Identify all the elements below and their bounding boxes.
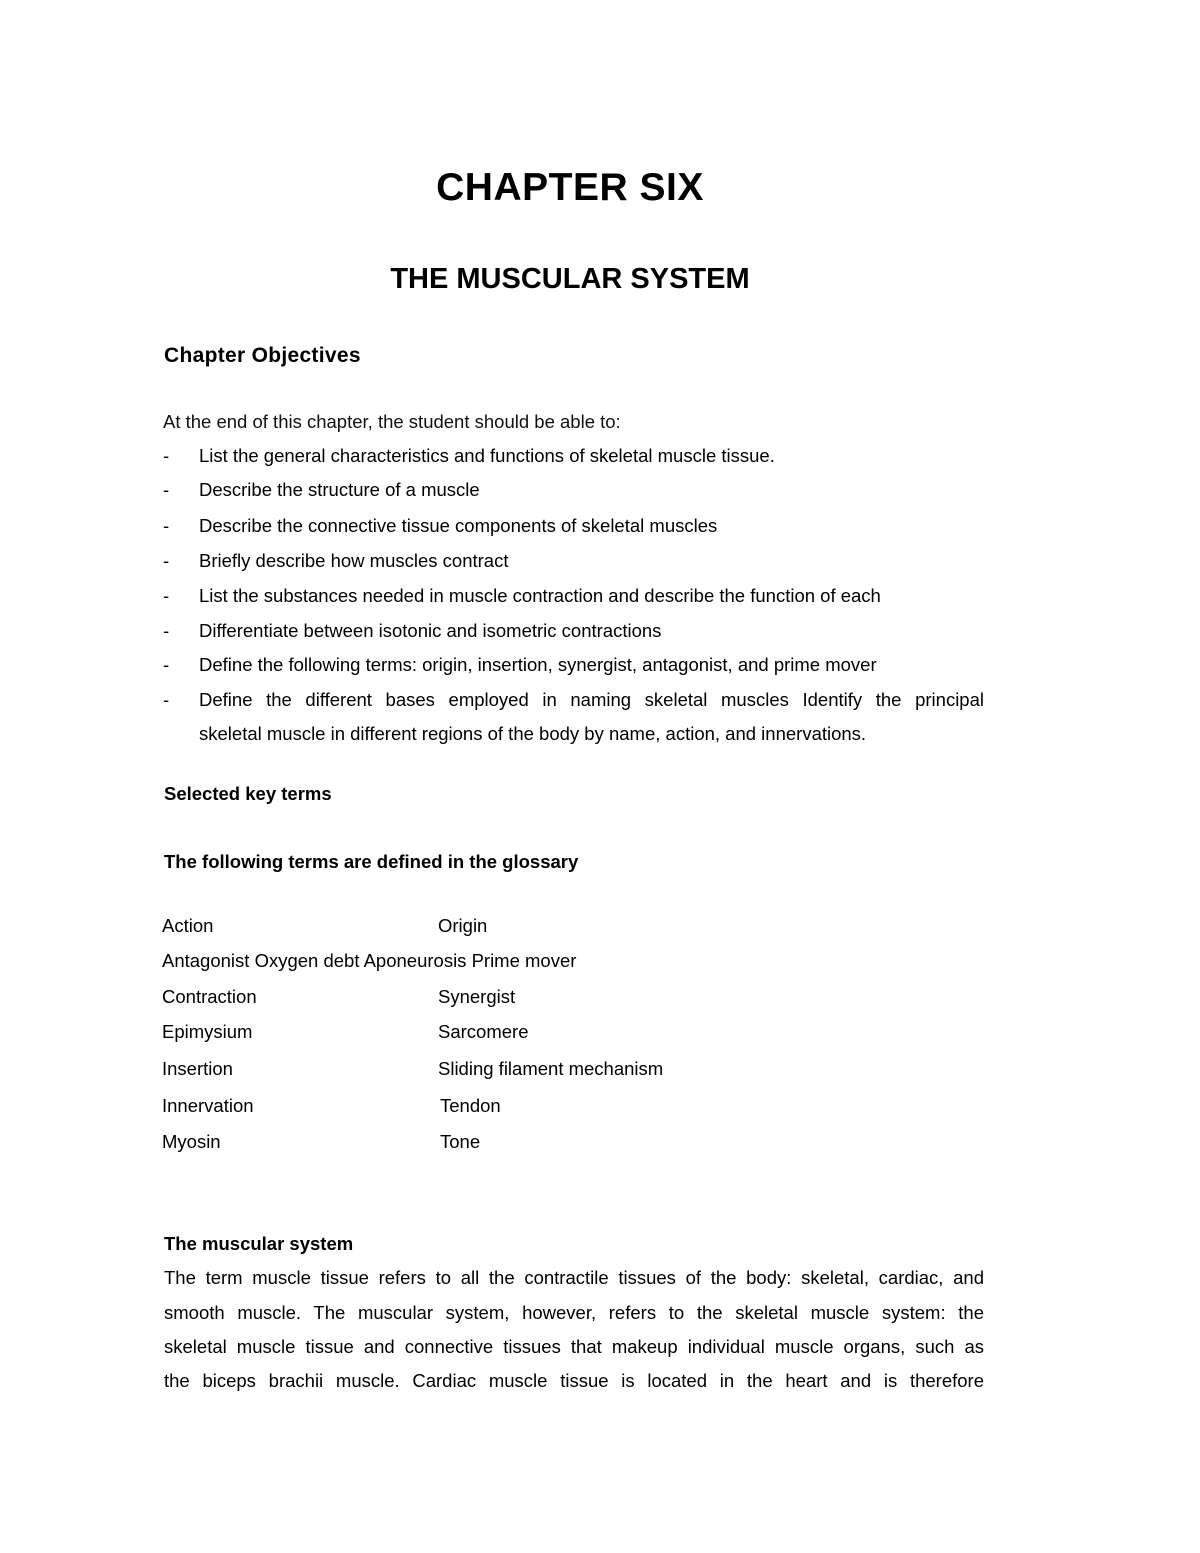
objectives-intro: At the end of this chapter, the student should be able to:	[163, 411, 621, 432]
term-right: Tone	[440, 1131, 481, 1152]
term-left: Epimysium	[162, 1021, 253, 1042]
paragraph-line: skeletal muscle tissue and connective tissues that makeup individual muscle organs, such as	[164, 1336, 984, 1357]
bullet-dash: -	[163, 689, 170, 710]
term-right: Tendon	[440, 1095, 501, 1116]
objective-text: Briefly describe how muscles contract	[199, 550, 509, 571]
term-right: Synergist	[438, 986, 516, 1007]
objective-text: Describe the connective tissue components of skeletal muscles	[199, 515, 718, 536]
objective-text: Describe the structure of a muscle	[199, 479, 480, 500]
term-left: Contraction	[162, 986, 257, 1007]
bullet-dash: -	[163, 585, 170, 606]
bullet-dash: -	[163, 654, 170, 675]
objective-text: Define the different bases employed in naming skeletal muscles Identify the principal	[199, 689, 984, 710]
bullet-dash: -	[163, 445, 170, 466]
glossary-heading: The following terms are defined in the glossary	[164, 851, 579, 872]
term-left: Antagonist Oxygen debt Aponeurosis Prime mover	[162, 950, 577, 971]
section-heading: The muscular system	[164, 1233, 354, 1254]
objectives-heading: Chapter Objectives	[164, 344, 361, 367]
bullet-dash: -	[163, 515, 170, 536]
term-left: Insertion	[162, 1058, 233, 1079]
paragraph-line: the biceps brachii muscle. Cardiac muscle tissue is located in the heart and is therefore	[164, 1370, 984, 1391]
objective-text: Define the following terms: origin, insertion, synergist, antagonist, and prime mover	[199, 654, 877, 675]
objective-text: skeletal muscle in different regions of the body by name, action, and innervations.	[199, 723, 867, 744]
objective-text: List the substances needed in muscle contraction and describe the function of each	[199, 585, 881, 606]
term-right: Origin	[438, 915, 488, 936]
bullet-dash: -	[163, 479, 170, 500]
term-right: Sarcomere	[438, 1021, 529, 1042]
chapter-subtitle: THE MUSCULAR SYSTEM	[390, 263, 750, 295]
paragraph-line: The term muscle tissue refers to all the contractile tissues of the body: skeletal, cardiac, and	[164, 1267, 984, 1288]
term-left: Innervation	[162, 1095, 254, 1116]
term-right: Sliding filament mechanism	[438, 1058, 664, 1079]
paragraph-line: smooth muscle. The muscular system, however, refers to the skeletal muscle system: the	[164, 1302, 984, 1323]
term-left: Action	[162, 915, 214, 936]
bullet-dash: -	[163, 620, 170, 641]
bullet-dash: -	[163, 550, 170, 571]
objective-text: List the general characteristics and functions of skeletal muscle tissue.	[199, 445, 775, 466]
key-terms-heading: Selected key terms	[164, 783, 332, 804]
term-left: Myosin	[162, 1131, 221, 1152]
chapter-title: CHAPTER SIX	[436, 166, 704, 209]
objective-text: Differentiate between isotonic and isometric contractions	[199, 620, 662, 641]
